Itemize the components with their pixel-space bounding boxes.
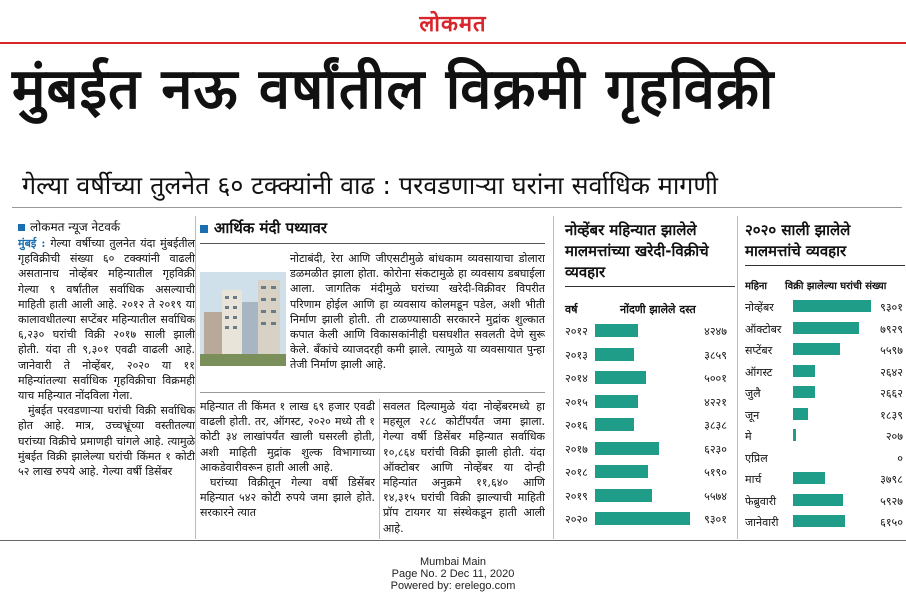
footer-edition: Mumbai Main <box>419 556 487 568</box>
chart2-bar <box>793 322 859 334</box>
chart2-row <box>745 469 905 490</box>
chart2-category-label: एप्रिल <box>745 451 768 465</box>
article-para-1: गेल्या वर्षीच्या तुलनेत यंदा मुंबईतील गृहविक्रीची संख्या ६० टक्क्यांनी वाढली असतानाच नोव्हेंबर महिन्यातील गृहविक्री गेल्या ९ वर्षांतील सर्वाधिक असल्याची माहिती हाती आली आहे. २०१२ ते २०१९ या कालावधीतल्या सप्टेंबर महिन्यातील सर्वाधिक ६,२३० घरांची विक्री २०१७ साली झाली होती. यंदा ती ९,३०१ एवढी वाढली आहे. जानेवारी ते नोव्हेंबर, २०२० या ११ महिन्यांतल्या सर्वाधिक गृहविक्रीचा विक्रमही याच महिन्यात नोंदविला गेला. <box>18 237 195 403</box>
chart2-bar <box>793 386 815 398</box>
chart2-value-label: ७९२९ <box>880 322 903 336</box>
chart1-col-count: नोंदणी झालेले दस्त <box>620 303 696 316</box>
chart2-value-label: २०७ <box>885 430 903 443</box>
chart2-col-count: विक्री झालेल्या घरांची संख्या <box>785 281 887 292</box>
chart1-value-label: ४२२१ <box>704 395 727 409</box>
chart2-bar <box>793 343 840 355</box>
chart2-row <box>745 319 905 340</box>
chart2-bar <box>793 300 871 312</box>
footer-page-date: Page No. 2 Dec 11, 2020 <box>391 568 515 580</box>
bullet-square-icon <box>18 224 25 231</box>
chart1-value-label: ३८३८ <box>704 419 727 432</box>
column-divider <box>195 216 196 539</box>
chart1-bar <box>595 512 690 525</box>
chart2-value-label: ५५९७ <box>880 344 903 357</box>
chart2-category-label: नोव्हेंबर <box>745 301 774 314</box>
chart1-category-label: २०१४ <box>565 372 588 385</box>
page-bottom-rule <box>0 540 906 541</box>
chart2-bar <box>793 515 845 527</box>
chart1-bar <box>595 489 652 502</box>
byline-text: लोकमत न्यूज नेटवर्क <box>30 220 121 234</box>
chart2-bar <box>793 429 796 441</box>
chart1-bar <box>595 348 634 361</box>
masthead-logo: लोकमत <box>419 12 487 37</box>
chart2-row <box>745 405 905 426</box>
chart2-col-month: महिना <box>745 281 768 292</box>
article-column-1 <box>18 236 195 539</box>
article-para-2: मुंबईत परवडणाऱ्या घरांची विक्री सर्वाधिक होत आहे. मात्र, उच्चभ्रूंच्या वस्तीतल्या घरांच्या विक्रीचे प्रमाणही चांगले आहे. त्यामुळे मुंबईत विक्री झालेल्या घरांची किंमत १ कोटी ५२ लाख रुपये आहे. गेल्या वर्षी डिसेंबर <box>18 404 195 479</box>
chart1-bar <box>595 371 646 384</box>
chart1-title: नोव्हेंबर महिन्यात झालेले मालमत्तांच्या खरेदी-विक्रीचे व्यवहार <box>565 221 709 281</box>
chart1-row <box>565 461 735 484</box>
masthead-rule <box>0 42 906 44</box>
chart2-row <box>745 512 905 533</box>
chart2-rule <box>745 265 905 266</box>
byline <box>18 218 193 235</box>
column-divider <box>553 216 554 539</box>
chart2-header <box>745 278 906 292</box>
section-column-a-para-2: घरांच्या विक्रीतून गेल्या वर्षी डिसेंबर महिन्यात ५४२ कोटी रुपये जमा झाले होते. सरकारने त्यात <box>200 476 375 520</box>
chart1-value-label: ३८५९ <box>704 348 727 362</box>
chart1-row <box>565 485 735 508</box>
chart2-category-label: ऑक्टोबर <box>745 322 782 336</box>
footer-powered-by: Powered by: erelego.com <box>390 580 516 592</box>
section-mid-rule <box>200 392 545 393</box>
chart2-value-label: २६६२ <box>880 387 903 400</box>
chart1-category-label: २०१७ <box>565 442 588 456</box>
chart1-value-label: ९३०१ <box>704 513 727 526</box>
chart1-value-label: ५१९० <box>704 466 727 479</box>
chart1-row <box>565 367 735 390</box>
chart2-category-label: मे <box>745 430 752 443</box>
section-column-b: सवलत दिल्यामुळे यंदा नोव्हेंबरमध्ये हा महसूल २८८ कोटींपर्यंत जमा झाला. गेल्या वर्षी डिसेंबर महिन्यात सर्वाधिक १०,८६४ घरांची विक्री झाली होती. यंदा ऑक्टोबर आणि नोव्हेंबर या दोन्ही महिन्यांत अनुक्रमे ११,६४० आणि १४,३१५ घरांची विक्री झाल्याची माहिती प्रॉप टायगर या संस्थेकडून हाती आली आहे. <box>383 400 545 535</box>
chart2-row <box>745 297 905 318</box>
footer <box>0 556 906 592</box>
chart1-value-label: ४२४७ <box>704 325 727 338</box>
section-column-a <box>200 399 375 539</box>
chart1-row <box>565 344 735 367</box>
chart2-value-label: ९३०१ <box>880 301 903 314</box>
chart2-category-label: फेब्रुवारी <box>745 494 777 508</box>
section-title-text: आर्थिक मंदी पथ्यावर <box>214 219 327 237</box>
chart1-category-label: २०१९ <box>565 489 588 503</box>
dateline: मुंबई : <box>18 237 46 250</box>
chart2-category-label: जुलै <box>745 387 761 400</box>
chart1-bar <box>595 324 638 337</box>
chart2-category-label: जानेवारी <box>745 516 779 529</box>
chart1-row <box>565 391 735 414</box>
chart1-bar <box>595 442 659 455</box>
chart2-title: २०२० साली झालेले मालमत्तांचे व्यवहार <box>745 221 851 260</box>
building-photo <box>200 272 286 366</box>
section-title <box>200 218 545 238</box>
chart1-value-label: ५००१ <box>704 372 727 385</box>
chart1-bar <box>595 395 638 408</box>
chart1-value-label: ६२३० <box>704 442 727 456</box>
chart1-category-label: २०१२ <box>565 325 588 338</box>
chart1-bar <box>595 418 634 431</box>
chart1-col-year: वर्ष <box>565 303 578 316</box>
section-intro-text: नोटाबंदी, रेरा आणि जीएसटीमुळे बांधकाम व्यवसायाचा डोलारा डळमळीत झाला होता. कोरोना संकटामुळे हा व्यवसाय डबघाईला आला. जागतिक मंदीमुळे घरांच्या खरेदी-विक्रीवर विपरीत परिणाम होईल आणि हा व्यवसाय कोलमडून पडेल, अशी भीती निर्माण झाली होती. ती टाळण्यासाठी सरकारने मुद्रांक शुल्कात कपात केली आणि विकासकांनीही घसघशीत सवलती देणे सुरू केले. बँकांचे व्याजदरही कमी झाले. त्यामुळे या व्यवसायात पुन्हा तेजी निर्माण झाली आहे. <box>290 252 545 372</box>
section-rule <box>200 243 545 244</box>
chart2-category-label: जून <box>745 408 760 422</box>
chart1-category-label: २०१६ <box>565 419 588 432</box>
column-divider <box>737 216 738 539</box>
chart2-row <box>745 491 905 512</box>
chart1-rule <box>565 286 735 287</box>
chart2-row <box>745 383 905 404</box>
headline: मुंबईत नऊ वर्षांतील विक्रमी गृहविक्री <box>12 57 775 122</box>
chart2-row <box>745 448 905 469</box>
chart2-value-label: ६१५० <box>880 516 903 529</box>
chart2-row <box>745 362 905 383</box>
chart2-bar <box>793 365 815 377</box>
chart2-value-label: २६४२ <box>880 365 903 379</box>
chart2-value-label: ० <box>897 451 903 465</box>
chart1-category-label: २०१३ <box>565 348 588 362</box>
chart2-bar <box>793 494 843 506</box>
chart2-category-label: सप्टेंबर <box>745 344 773 357</box>
bullet-square-icon <box>200 225 208 233</box>
chart1-row <box>565 414 735 437</box>
column-divider <box>379 399 380 539</box>
chart1-value-label: ५५७४ <box>704 489 727 503</box>
chart2-bar <box>793 408 808 420</box>
chart2-value-label: ३७९८ <box>880 473 903 486</box>
subheadline: गेल्या वर्षीच्या तुलनेत ६० टक्क्यांनी वाढ : परवडणाऱ्या घरांना सर्वाधिक मागणी <box>22 171 718 200</box>
chart2-value-label: ५९२७ <box>880 494 903 508</box>
subhead-rule <box>12 207 902 208</box>
chart1-row <box>565 320 735 343</box>
chart1-category-label: २०२० <box>565 513 588 526</box>
chart1-row <box>565 438 735 461</box>
chart1-category-label: २०१८ <box>565 466 588 479</box>
chart1-row <box>565 508 735 531</box>
chart2-category-label: मार्च <box>745 473 762 486</box>
chart2-row <box>745 426 905 447</box>
chart2-bar <box>793 472 825 484</box>
chart1-header <box>565 302 735 317</box>
chart2-value-label: १८३९ <box>880 408 903 422</box>
chart1-bar <box>595 465 648 478</box>
chart2-category-label: ऑगस्ट <box>745 365 773 379</box>
chart1-category-label: २०१५ <box>565 395 588 409</box>
chart2-row <box>745 340 905 361</box>
section-column-a-para-1: महिन्यात ती किंमत १ लाख ६९ हजार एवढी वाढली होती. तर, ऑगस्ट, २०२० मध्ये ती १ कोटी ३४ लाखांपर्यंत खाली घसरली होती, अशी माहिती मुद्रांक शुल्क विभागाच्या आकडेवारीवरून हाती आली आहे. <box>200 400 375 474</box>
